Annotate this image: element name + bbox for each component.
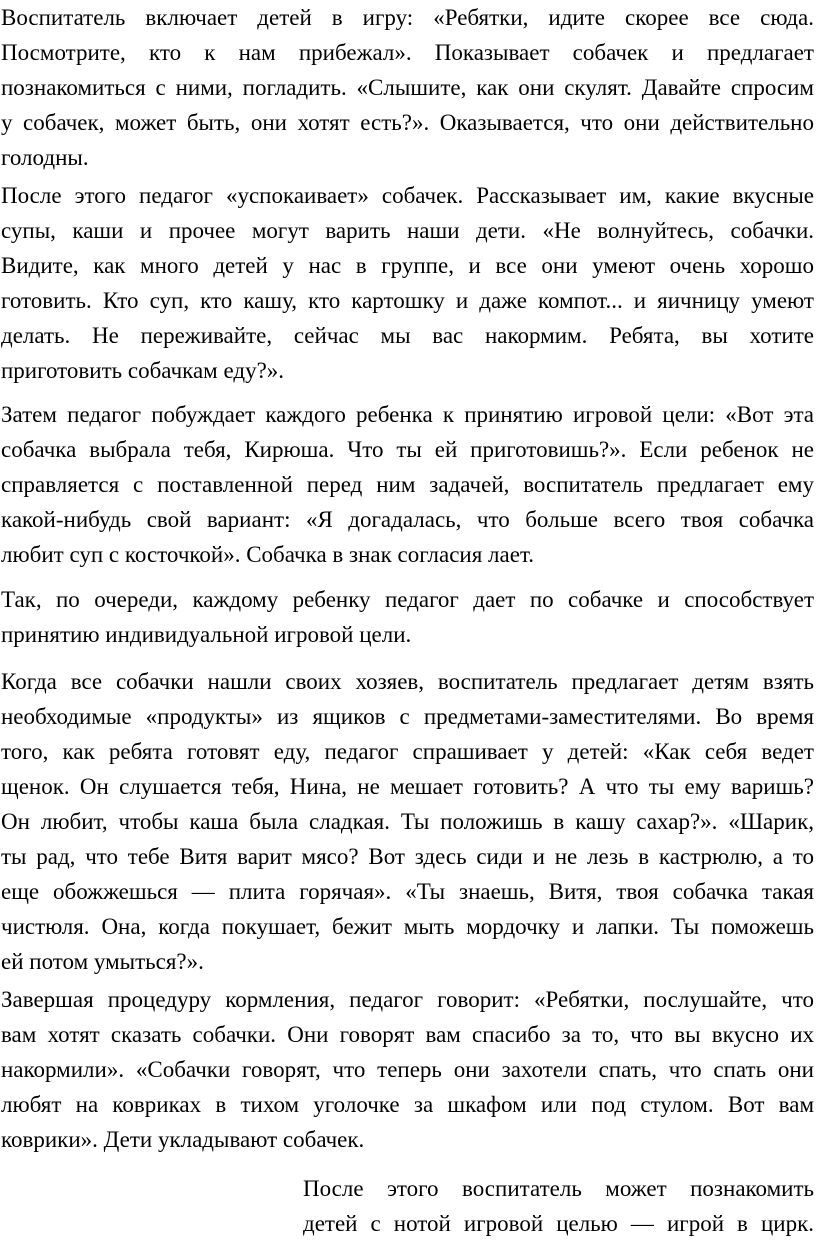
text-line: Он любит, чтобы каша была сладкая. Ты положишь в кашу сахар?». «Шарик, bbox=[1, 809, 814, 834]
paragraph-7 bbox=[303, 1171, 814, 1241]
paragraph-1 bbox=[1, 0, 814, 175]
text-line: Затем педагог побуждает каждого ребенка к принятию игровой цели: «Вот эта bbox=[1, 402, 814, 427]
text-line: Так, по очереди, каждому ребенку педагог дает по собачке и способствует bbox=[1, 587, 814, 612]
text-line: того, как ребята готовят еду, педагог спрашивает у детей: «Как себя ведет bbox=[1, 739, 814, 764]
text-line: познакомиться с ними, погладить. «Слышите, как они скулят. Давайте спросим bbox=[1, 75, 814, 100]
text-line: вам хотят сказать собачки. Они говорят вам спасибо за то, что вы вкусно их bbox=[1, 1022, 814, 1047]
text-line: любит суп с косточкой». Собачка в знак согласия лает. bbox=[1, 542, 535, 567]
text-line: щенок. Он слушается тебя, Нина, не мешает готовить? А что ты ему варишь? bbox=[1, 774, 814, 799]
text-line: накормили». «Собачки говорят, что теперь они захотели спать, что спать они bbox=[1, 1057, 814, 1082]
paragraph-2 bbox=[1, 178, 814, 388]
paragraph-3 bbox=[1, 397, 814, 572]
text-line: детей с нотой игровой целью — игрой в цирк. bbox=[303, 1211, 814, 1236]
paragraph-6 bbox=[1, 982, 814, 1157]
text-line: у собачек, может быть, они хотят есть?». Оказывается, что они действительно bbox=[1, 110, 814, 135]
text-line: еще обожжешься — плита горячая». «Ты знаешь, Витя, твоя собачка такая bbox=[1, 879, 814, 904]
text-line: любят на ковриках в тихом уголочке за шкафом или под стулом. Вот вам bbox=[1, 1092, 814, 1117]
text-line: какой-нибудь свой вариант: «Я догадалась, что больше всего твоя собачка bbox=[1, 507, 814, 532]
text-line: Видите, как много детей у нас в группе, и все они умеют очень хорошо bbox=[1, 253, 814, 278]
text-line: супы, каши и прочее могут варить наши дети. «Не волнуйтесь, собачки. bbox=[1, 218, 814, 243]
text-line: ты рад, что тебе Витя варит мясо? Вот здесь сиди и не лезь в кастрюлю, а то bbox=[1, 844, 814, 869]
text-line: Воспитатель включает детей в игру: «Ребятки, идите скорее все сюда. bbox=[1, 5, 814, 30]
text-line: Посмотрите, кто к нам прибежал». Показывает собачек и предлагает bbox=[1, 40, 814, 65]
text-line: Завершая процедуру кормления, педагог говорит: «Ребятки, послушайте, что bbox=[1, 987, 814, 1012]
text-line: делать. Не переживайте, сейчас мы вас накормим. Ребята, вы хотите bbox=[1, 323, 814, 348]
text-line: ей потом умыться?». bbox=[1, 949, 204, 974]
text-line: приготовить собачкам еду?». bbox=[1, 358, 285, 383]
text-line: собачка выбрала тебя, Кирюша. Что ты ей приготовишь?». Если ребенок не bbox=[1, 437, 814, 462]
text-line: справляется с поставленной перед ним задачей, воспитатель предлагает ему bbox=[1, 472, 814, 497]
paragraph-4 bbox=[1, 582, 814, 652]
text-line: голодны. bbox=[1, 145, 89, 170]
text-line: принятию индивидуальной игровой цели. bbox=[1, 622, 412, 647]
text-line: коврики». Дети укладывают собачек. bbox=[1, 1127, 365, 1152]
text-line: После этого педагог «успокаивает» собачек. Рассказывает им, какие вкусные bbox=[1, 183, 814, 208]
text-line: чистюля. Она, когда покушает, бежит мыть мордочку и лапки. Ты поможешь bbox=[1, 914, 814, 939]
paragraph-5 bbox=[1, 664, 814, 979]
text-line: После этого воспитатель может познакомить bbox=[303, 1176, 814, 1201]
text-line: готовить. Кто суп, кто кашу, кто картошку и даже компот... и яичницу умеют bbox=[1, 288, 814, 313]
text-line: Когда все собачки нашли своих хозяев, воспитатель предлагает детям взять bbox=[1, 669, 814, 694]
text-line: необходимые «продукты» из ящиков с предметами-заместителями. Во время bbox=[1, 704, 814, 729]
